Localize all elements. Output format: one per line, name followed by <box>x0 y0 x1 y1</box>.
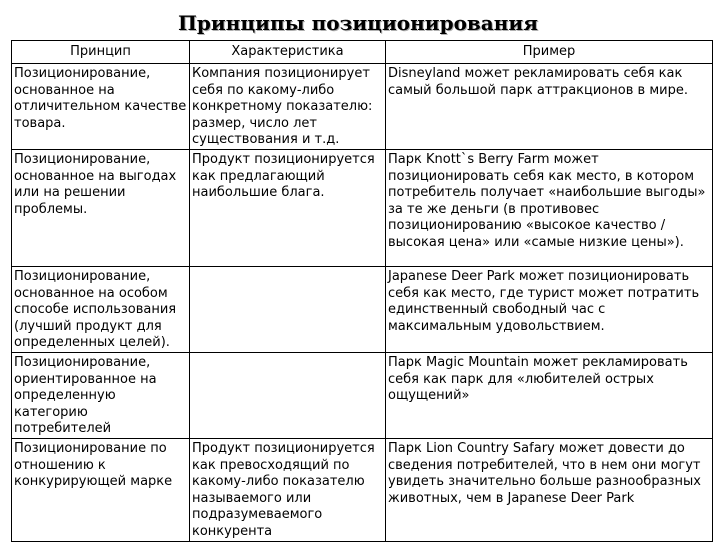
table-header-row <box>12 41 713 64</box>
cell-example <box>386 150 713 267</box>
table-row <box>12 439 713 542</box>
cell-characteristic <box>190 150 386 267</box>
cell-principle <box>12 267 190 353</box>
cell-text: Позиционирование, основанное на особом способе использования (лучший продукт для определенных целей). <box>14 269 177 350</box>
table-row <box>12 267 713 353</box>
cell-example <box>386 267 713 353</box>
cell-text: Продукт позиционируется как предлагающий наибольшие блага. <box>192 152 375 200</box>
cell-text: Парк Magic Mountain может рекламировать себя как парк для «любителей острых ощущений» <box>388 355 688 403</box>
cell-example <box>386 439 713 542</box>
positioning-table <box>11 40 713 542</box>
cell-text: Парк Lion Country Safary может довести до сведения потребителей, что в нем они могут увидеть значительно больше разнообразных животных, чем в Japanese Deer Park <box>388 441 701 506</box>
cell-text: Позиционирование, основанное на отличительном качестве товара. <box>14 66 187 131</box>
cell-characteristic <box>190 439 386 542</box>
table-row <box>12 64 713 150</box>
column-header-example: Пример <box>386 41 713 64</box>
cell-text: Позиционирование, основанное на выгодах или на решении проблемы. <box>14 152 177 217</box>
cell-principle <box>12 150 190 267</box>
table-row <box>12 353 713 439</box>
cell-text: Позиционирование, ориентированное на определенную категорию потребителей <box>14 355 157 436</box>
cell-text: Позиционирование по отношению к конкурирующей марке <box>14 441 173 489</box>
page-title: Принципы позиционирования <box>177 11 539 35</box>
cell-principle <box>12 64 190 150</box>
cell-principle <box>12 439 190 542</box>
column-header-characteristic: Характеристика <box>190 41 386 64</box>
table-row <box>12 150 713 267</box>
column-header-principle: Принцип <box>12 41 190 64</box>
cell-characteristic <box>190 64 386 150</box>
cell-text: Парк Knott`s Berry Farm может позиционировать себя как место, в котором потребитель получает «наибольшие выгоды» за те же деньги (в противовес позиционированию «высокое качество / высокая цена» или «самые низкие цены»). <box>388 152 706 250</box>
cell-example <box>386 64 713 150</box>
cell-text: Disneyland может рекламировать себя как самый большой парк аттракционов в мире. <box>388 66 688 98</box>
cell-principle <box>12 353 190 439</box>
cell-characteristic <box>190 353 386 439</box>
cell-text: Компания позиционирует себя по какому-либо конкретному показателю: размер, число лет существования и т.д. <box>192 66 373 147</box>
cell-characteristic <box>190 267 386 353</box>
cell-example <box>386 353 713 439</box>
cell-text: Продукт позиционируется как превосходящий по какому-либо показателю называемого или подразумеваемого конкурента <box>192 441 375 539</box>
cell-text: Japanese Deer Park может позиционировать себя как место, где турист может потратить единственный свободный час с максимальным удовольствием. <box>388 269 700 334</box>
